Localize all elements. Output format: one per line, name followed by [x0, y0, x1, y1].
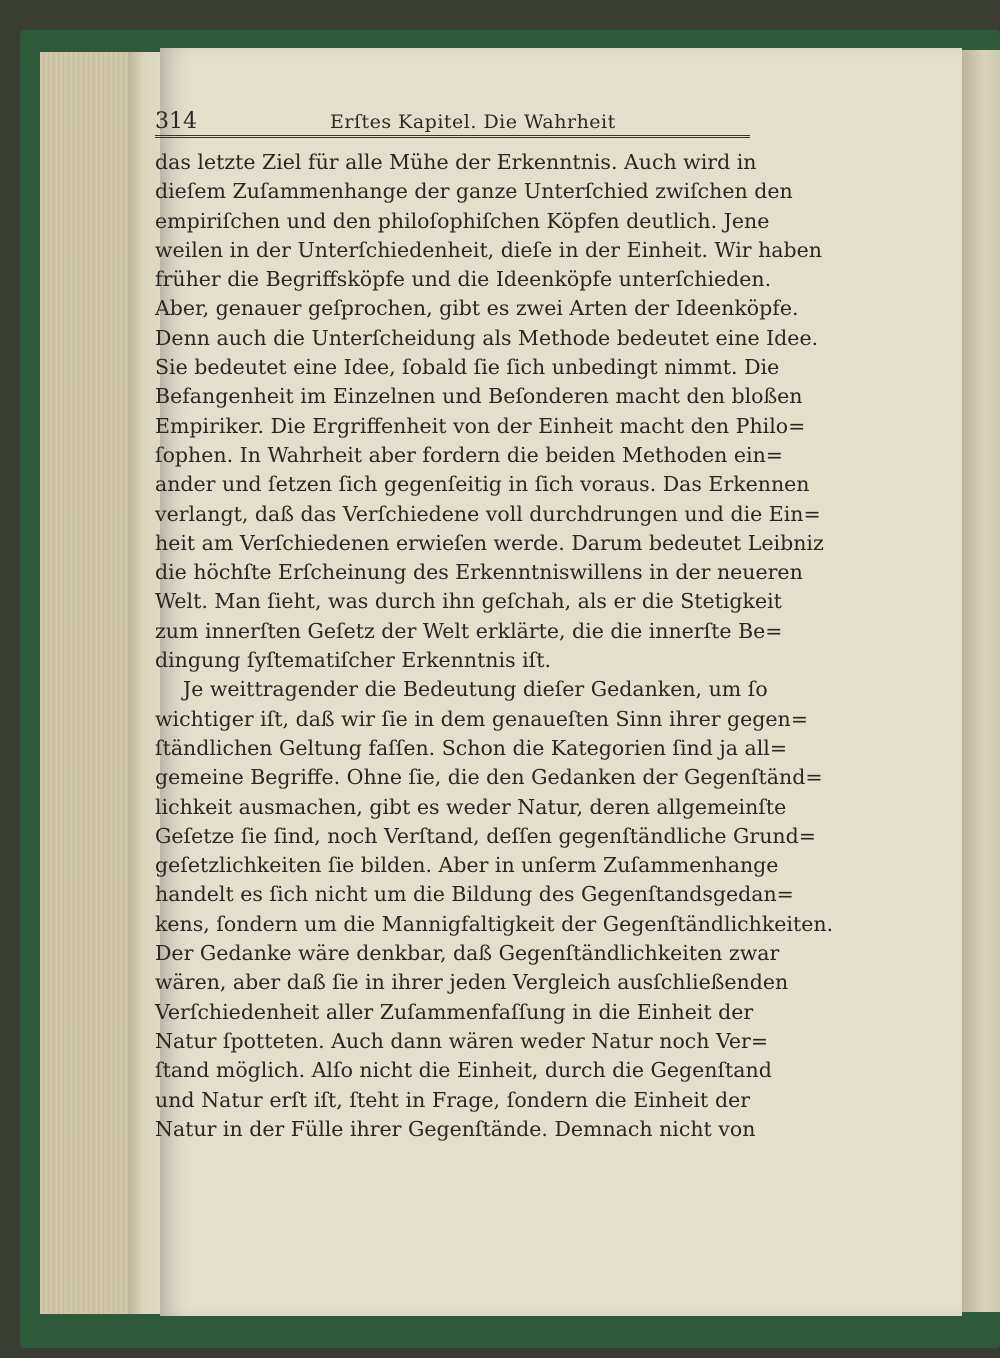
text-line: dieſem Zuſammenhange der ganze Unterſchied zwiſchen den — [155, 179, 793, 204]
text-line: kens, ſondern um die Mannigfaltigkeit der Gegenſtändlichkeiten. — [155, 911, 834, 936]
text-line: Befangenheit im Einzelnen und Beſonderen macht den bloßen — [155, 384, 803, 409]
text-line: Verſchiedenheit aller Zuſammenfaſſung in die Einheit der — [155, 999, 754, 1024]
text-line: gemeine Begriffe. Ohne ſie, die den Gedanken der Gegenſtänd= — [155, 765, 823, 790]
page-number: 314 — [155, 109, 197, 134]
text-line: lichkeit ausmachen, gibt es weder Natur, deren allgemeinſte — [155, 794, 787, 819]
text-line: das letzte Ziel für alle Mühe der Erkenntnis. Auch wird in — [155, 150, 757, 174]
text-line: dingung ſyſtematiſcher Erkenntnis iſt. — [155, 648, 552, 673]
body-text — [155, 148, 834, 1144]
text-line: ſtändlichen Geltung faſſen. Schon die Kategorien ſind ja all= — [155, 735, 788, 760]
text-line: ander und ſetzen ſich gegenſeitig in ſich voraus. Das Erkennen — [155, 472, 810, 497]
text-line: heit am Verſchiedenen erwieſen werde. Darum bedeutet Leibniz — [155, 530, 824, 555]
text-line: Natur ſpotteten. Auch dann wären weder Natur noch Ver= — [155, 1028, 769, 1053]
text-line: Denn auch die Unterſcheidung als Methode bedeutet eine Idee. — [155, 325, 819, 350]
text-line: Empiriker. Die Ergriffenheit von der Einheit macht den Philo= — [155, 413, 806, 438]
text-line: Geſetze ſie ſind, noch Verſtand, deſſen gegenſtändliche Grund= — [155, 823, 816, 848]
text-line: Welt. Man ſieht, was durch ihn geſchah, als er die Stetigkeit — [155, 589, 782, 614]
text-line: wären, aber daß ſie in ihrer jeden Vergleich ausſchließenden — [155, 970, 789, 995]
text-line: Sie bedeutet eine Idee, ſobald ſie ſich unbedingt nimmt. Die — [155, 355, 780, 380]
text-line: Natur in der Fülle ihrer Gegenſtände. Demnach nicht von — [155, 1116, 756, 1141]
facing-page-edge — [962, 50, 1000, 1312]
text-line: Der Gedanke wäre denkbar, daß Gegenſtändlichkeiten zwar — [155, 941, 780, 966]
text-line: die höchſte Erſcheinung des Erkenntniswillens in der neueren — [155, 560, 803, 585]
page-edges — [40, 52, 132, 1314]
text-line: Aber, genauer geſprochen, gibt es zwei Arten der Ideenköpfe. — [155, 296, 799, 321]
text-line: Je weittragender die Bedeutung dieſer Gedanken, um ſo — [183, 677, 768, 702]
text-line: und Natur erſt iſt, ſteht in Frage, ſondern die Einheit der — [155, 1087, 750, 1112]
text-line: handelt es ſich nicht um die Bildung des Gegenſtandsgedan= — [155, 882, 794, 907]
text-line: früher die Begriffsköpfe und die Ideenköpfe unterſchieden. — [155, 267, 772, 292]
text-line: ſtand möglich. Alſo nicht die Einheit, durch die Gegenſtand — [155, 1058, 772, 1083]
chapter-title: Erſtes Kapitel. Die Wahrheit — [330, 111, 616, 133]
text-line: weilen in der Unterſchiedenheit, dieſe in der Einheit. Wir haben — [155, 237, 822, 262]
text-line: ſophen. In Wahrheit aber fordern die beiden Methoden ein= — [155, 442, 783, 467]
running-header — [155, 107, 750, 138]
text-line: empiriſchen und den philoſophiſchen Köpfen deutlich. Jene — [155, 208, 770, 233]
text-line: zum innerſten Geſetz der Welt erklärte, die die innerſte Be= — [155, 618, 783, 643]
text-line: wichtiger iſt, daß wir ſie in dem genaueſten Sinn ihrer gegen= — [155, 706, 808, 731]
text-line: verlangt, daß das Verſchiedene voll durchdrungen und die Ein= — [155, 501, 821, 526]
text-line: geſetzlichkeiten ſie bilden. Aber in unſerm Zuſammenhange — [155, 853, 779, 878]
